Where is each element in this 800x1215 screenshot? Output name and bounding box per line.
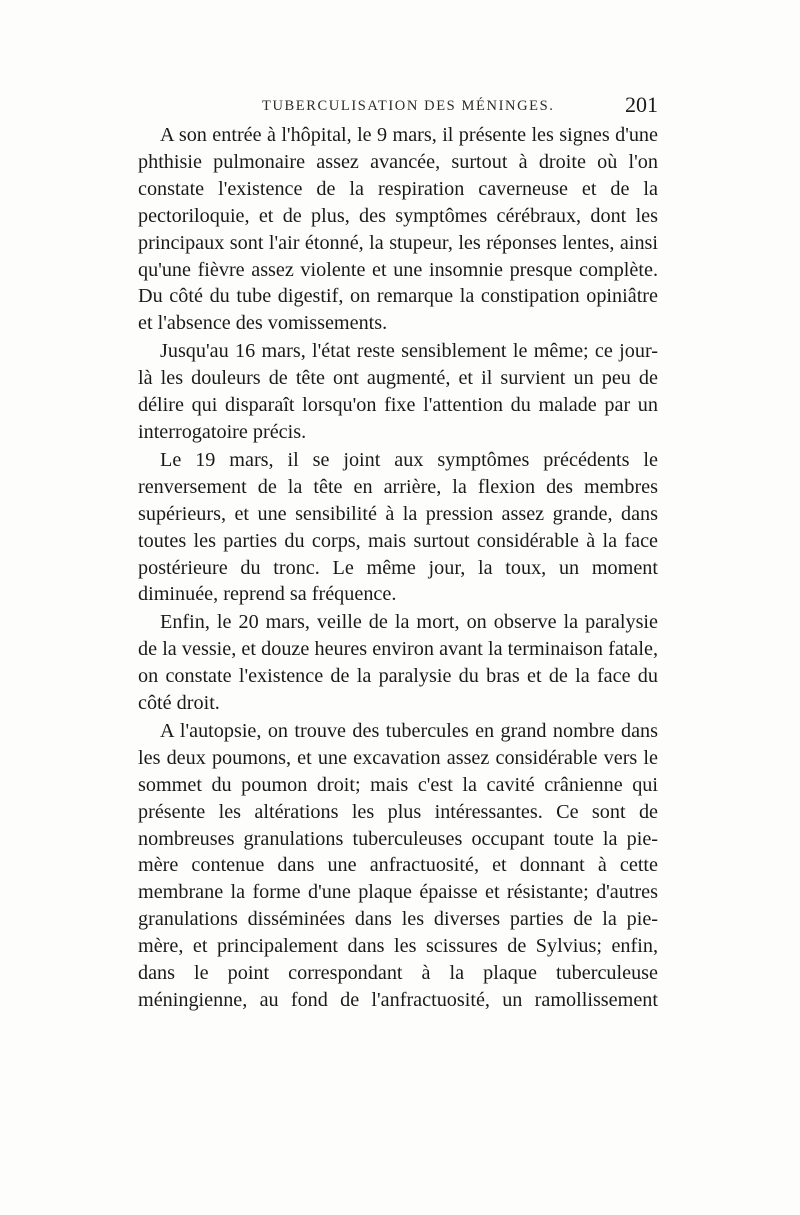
page-number: 201 bbox=[625, 92, 658, 117]
running-title: TUBERCULISATION DES MÉNINGES. bbox=[262, 98, 555, 114]
paragraph: Le 19 mars, il se joint aux symptômes précédents le renversement de la tête en arrière, la flexion des membres supérieurs, et une sensibilité à la pression assez grande, dans toutes les parties du corps, mais surtout considérable à la face postérieure du tronc. Le même jour, la toux, un moment diminuée, reprend sa fréquence. bbox=[138, 448, 658, 606]
paragraph: Jusqu'au 16 mars, l'état reste sensiblement le même; ce jour-là les douleurs de tête ont augmenté, et il survient un peu de délire qui disparaît lorsqu'on fixe l'attention du malade par un interrogatoire précis. bbox=[138, 340, 658, 443]
paragraph: A son entrée à l'hôpital, le 9 mars, il présente les signes d'une phthisie pulmonaire assez avancée, surtout à droite où l'on constate l'existence de la respiration caverneuse et de la pectoriloquie, et de plus, des symptômes cérébraux, dont les principaux sont l'air étonné, la stupeur, les réponses lentes, ainsi qu'une fièvre assez violente et une insomnie presque complète. Du côté du tube digestif, on remarque la constipation opiniâtre et l'absence des vomissements. bbox=[138, 124, 658, 335]
paragraph: Enfin, le 20 mars, veille de la mort, on observe la paralysie de la vessie, et douze heures environ avant la terminaison fatale, on constate l'existence de la paralysie du bras et de la face du côté droit. bbox=[138, 611, 658, 715]
running-head bbox=[138, 92, 658, 122]
paragraph: A l'autopsie, on trouve des tubercules en grand nombre dans les deux poumons, et une excavation assez considérable vers le sommet du poumon droit; mais c'est la cavité crânienne qui présente les altérations les plus intéressantes. Ce sont de nombreuses granulations tuberculeuses occupant toute la pie-mère contenue dans une anfractuosité, et donnant à cette membrane la forme d'une plaque épaisse et résistante; d'autres granulations disséminées dans les diverses parties de la pie-mère, et principalement dans les scissures de Sylvius; enfin, dans le point correspondant à la plaque tuberculeuse méningienne, au fond de l'anfractuosité, un ramollissement bbox=[138, 719, 658, 1011]
body-text bbox=[138, 122, 658, 1014]
